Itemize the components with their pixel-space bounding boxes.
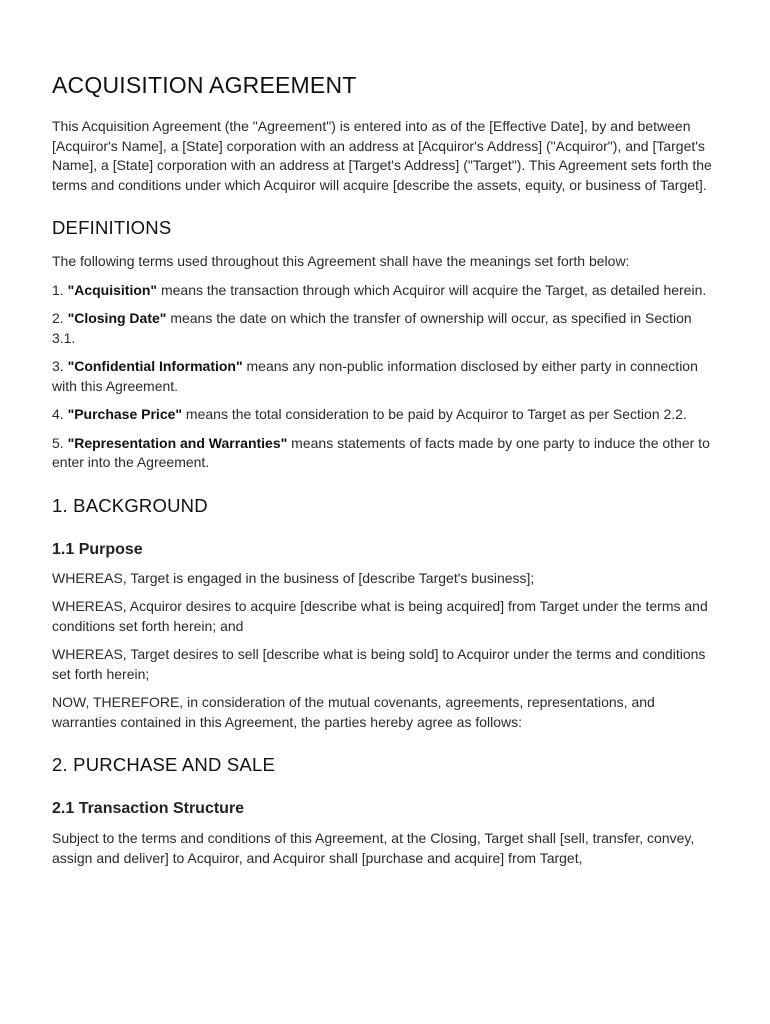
definition-term: "Purchase Price" <box>67 406 183 422</box>
definition-text: means any non-public information disclosed by either party in connection with this Agreement. <box>52 358 698 394</box>
document-title: ACQUISITION AGREEMENT <box>52 72 357 98</box>
purpose-subheading: 1.1 Purpose <box>52 540 143 558</box>
now-therefore-paragraph: NOW, THEREFORE, in consideration of the mutual covenants, agreements, representations, and warranties contained in this Agreement, the parties hereby agree as follows: <box>52 694 655 730</box>
definition-term: "Closing Date" <box>67 310 167 326</box>
definition-number: 1. <box>52 281 64 298</box>
definition-number: 3. <box>52 358 64 374</box>
purchase-heading: 2. PURCHASE AND SALE <box>52 754 275 775</box>
definition-term: "Acquisition" <box>67 281 158 298</box>
document-page <box>52 70 714 868</box>
definitions-lead: The following terms used throughout this Agreement shall have the meanings set forth below: <box>52 253 630 269</box>
definition-item <box>52 405 714 425</box>
definition-item <box>52 434 714 473</box>
definition-term: "Confidential Information" <box>67 358 243 374</box>
definition-item <box>52 309 714 348</box>
definition-item <box>52 357 714 396</box>
definition-text: means the date on which the transfer of ownership will occur, as specified in Section 3.1. <box>52 310 692 346</box>
whereas-paragraph: WHEREAS, Acquiror desires to acquire [describe what is being acquired] from Target under the terms and conditions set forth herein; and <box>52 598 708 634</box>
whereas-paragraph: WHEREAS, Target is engaged in the business of [describe Target's business]; <box>52 569 535 586</box>
definition-text: means the transaction through which Acquiror will acquire the Target, as detailed herein. <box>160 281 707 298</box>
definition-item <box>52 281 714 301</box>
definition-number: 4. <box>52 406 64 422</box>
transaction-structure-subheading: 2.1 Transaction Structure <box>52 800 245 817</box>
definition-term: "Representation and Warranties" <box>67 434 288 451</box>
background-heading: 1. BACKGROUND <box>52 494 208 516</box>
transaction-structure-paragraph: Subject to the terms and conditions of this Agreement, at the Closing, Target shall [sell, transfer, convey, assign and deliver] to Acquiror, and Acquiror shall [purchase and acquire] from Target, <box>52 830 695 866</box>
definitions-heading: DEFINITIONS <box>52 217 172 238</box>
definition-text: means the total consideration to be paid by Acquiror to Target as per Section 2.2. <box>185 406 687 422</box>
intro-paragraph: This Acquisition Agreement (the "Agreement") is entered into as of the [Effective Date], by and between [Acquiror's Name], a [State] corporation with an address at [Acquiror's Address] ("Acquiror"), and [Target's Name], a [State] corporation with an address at [Target's Address] ("Target"). This Agreement sets forth the terms and conditions under which Acquiror will acquire [describe the assets, equity, or business of Target]. <box>52 118 712 193</box>
whereas-paragraph: WHEREAS, Target desires to sell [describe what is being sold] to Acquiror under the terms and conditions set forth herein; <box>52 646 706 682</box>
definition-number: 5. <box>52 434 64 451</box>
definition-text: means statements of facts made by one party to induce the other to enter into the Agreement. <box>52 434 710 470</box>
definition-number: 2. <box>52 310 64 326</box>
